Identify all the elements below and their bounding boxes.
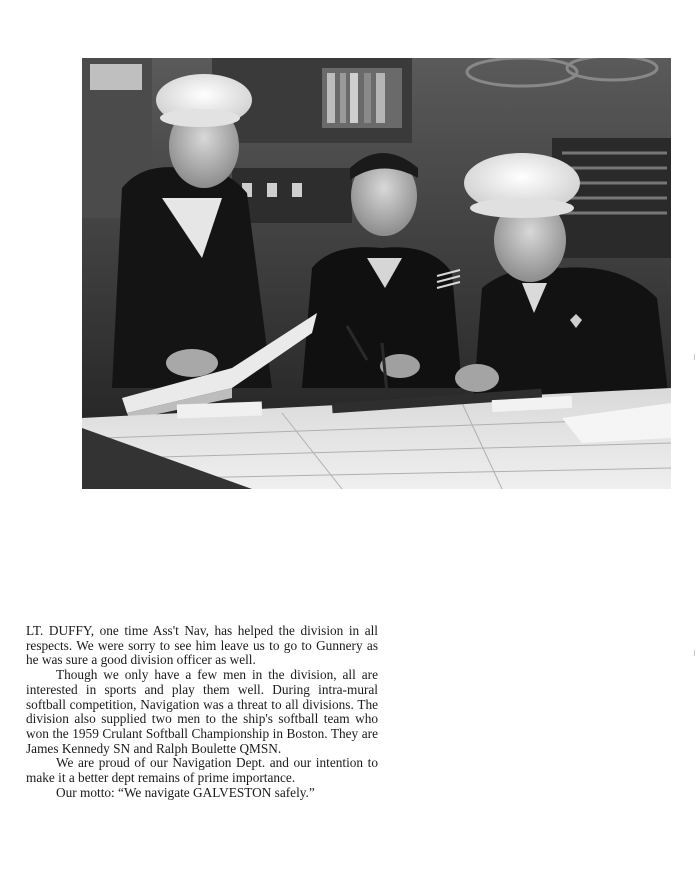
paragraph-sports: Though we only have a few men in the division, all are interested in sports and play them well. During intra-mural softball competition, Navigation was a threat to all divisions. The division also supplied two men to the ship's softball team who won the 1959 Crulant Softball Championship in Boston. They are James Kennedy SN and Ralph Boulette QMSN. [26,667,378,756]
sailors-photo [82,58,671,489]
page-edge-mark [694,650,695,656]
page-edge-mark [694,354,695,360]
paragraph-duffy: LT. DUFFY, one time Ass't Nav, has helped the division in all respects. We were sorry to see him leave us to go to Gunnery as he was sure a good division officer as well. [26,623,378,668]
article-text [26,624,378,800]
paragraph-motto: Our motto: “We navigate GALVESTON safely.” [56,784,315,800]
paragraph-navigation-dept: We are proud of our Navigation Dept. and our intention to make it a better dept remains of prime importance. [26,755,378,786]
photo-illustration [82,58,671,489]
